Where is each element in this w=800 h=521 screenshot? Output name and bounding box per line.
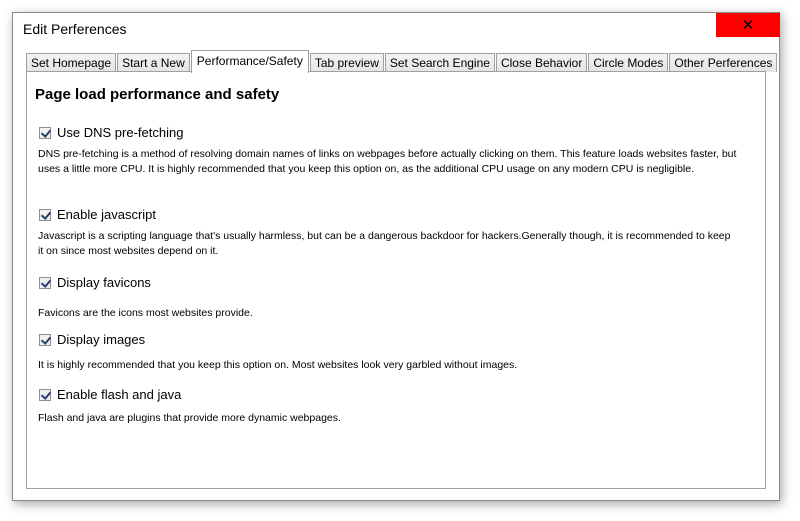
enable-javascript-description: Javascript is a scripting language that's usually harmless, but can be a dangerous backdoor for hackers.Generally though, it is recommended to keep it on since most websites depend on it. [38,230,731,257]
tab-performance-safety[interactable]: Performance/Safety [191,50,309,73]
dns-prefetching-checkbox[interactable] [39,127,51,139]
tab-strip [26,50,778,72]
option-display-images [39,332,145,347]
display-images-label[interactable]: Display images [57,332,146,347]
display-favicons-description: Favicons are the icons most websites provide. [38,307,253,319]
window-title: Edit Perferences [23,21,127,37]
tab-circle-modes[interactable]: Circle Modes [588,53,668,72]
display-favicons-label[interactable]: Display favicons [57,275,151,290]
panel-heading: Page load performance and safety [35,86,280,103]
flash-and-java-checkbox[interactable] [39,389,51,401]
enable-javascript-checkbox[interactable] [39,209,51,221]
option-flash-and-java [39,387,181,402]
tab-start-a-new[interactable]: Start a New [117,53,190,72]
enable-javascript-label[interactable]: Enable javascript [57,207,156,222]
display-images-description: It is highly recommended that you keep this option on. Most websites look very garbled without images. [38,359,518,371]
display-favicons-checkbox[interactable] [39,277,51,289]
performance-safety-panel [26,71,766,489]
tab-close-behavior[interactable]: Close Behavior [496,53,587,72]
flash-and-java-label[interactable]: Enable flash and java [57,387,182,402]
preferences-window [12,12,780,501]
flash-and-java-description: Flash and java are plugins that provide more dynamic webpages. [38,412,341,424]
close-button[interactable] [716,13,780,37]
tab-set-search-engine[interactable]: Set Search Engine [385,53,495,72]
option-enable-javascript [39,207,156,222]
tab-set-homepage[interactable]: Set Homepage [26,53,116,72]
tab-other-perferences[interactable]: Other Perferences [669,53,777,72]
option-dns-prefetching [39,125,183,140]
dns-prefetching-description: DNS pre-fetching is a method of resolving domain names of links on webpages before actually clicking on them. This feature loads websites faster, but uses a little more CPU. It is highly recommended that you keep this option on, as the additional CPU usage on any modern CPU is negligible. [38,148,737,175]
option-display-favicons [39,275,151,290]
tab-tab-preview[interactable]: Tab preview [310,53,384,72]
display-images-checkbox[interactable] [39,334,51,346]
close-icon: ✕ [741,16,755,34]
dns-prefetching-label[interactable]: Use DNS pre-fetching [57,125,184,140]
